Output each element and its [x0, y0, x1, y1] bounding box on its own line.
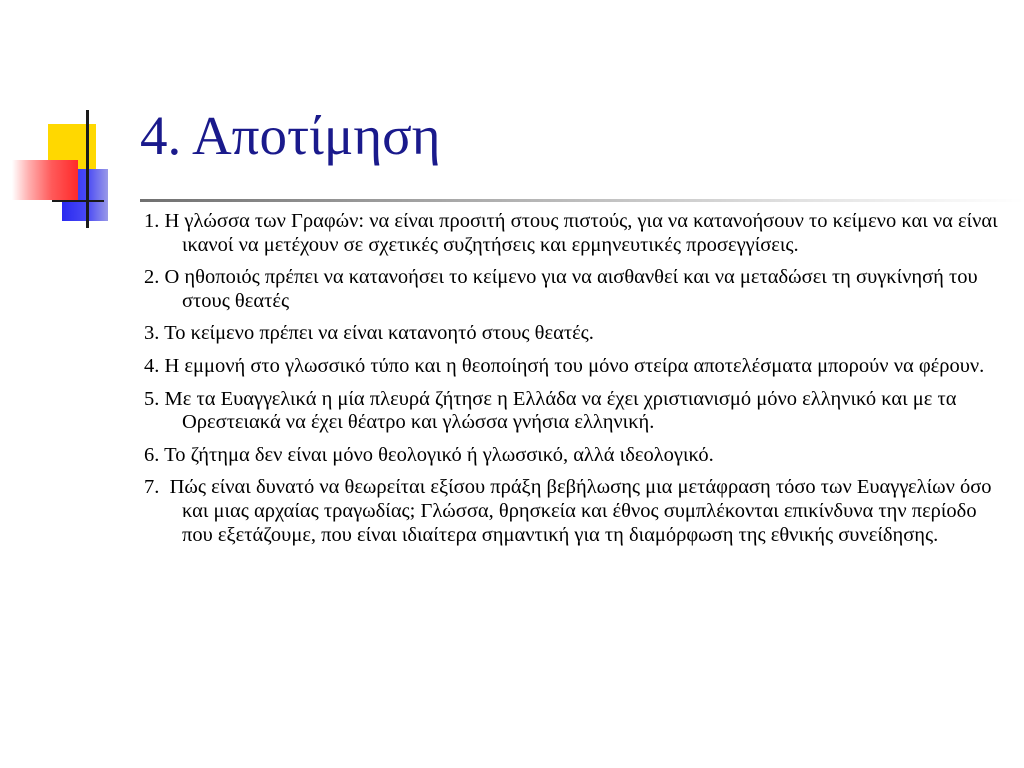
decorative-horizontal-line [52, 200, 104, 202]
decorative-vertical-line [86, 110, 89, 228]
title-underline-rule [140, 199, 1024, 202]
list-item: 7. Πώς είναι δυνατό να θεωρείται εξίσου πράξη βεβήλωσης μια μετάφραση τόσο των Ευαγγελίων όσο και μιας αρχαίας τραγωδίας; Γλώσσα, θρησκεία και έθνος συμπλέκονται επικίνδυνα την περίοδο που εξετάζουμε, που είναι ιδιαίτερα σημαντική για τη διαμόρφωση της εθνικής συνείδησης. [144, 476, 997, 546]
decorative-red-gradient-bar [12, 160, 78, 200]
slide-title: 4. Αποτίμηση [140, 105, 441, 166]
list-item: 1. Η γλώσσα των Γραφών: να είναι προσιτή στους πιστούς, για να κατανοήσουν το κείμενο και να είναι ικανοί να μετέχουν σε σχετικές συζητήσεις και ερμηνευτικές προσεγγίσεις. [144, 210, 1003, 256]
list-item: 3. Το κείμενο πρέπει να είναι κατανοητό στους θεατές. [144, 322, 594, 345]
slide-content-list [144, 210, 1003, 556]
list-item: 2. Ο ηθοποιός πρέπει να κατανοήσει το κείμενο για να αισθανθεί και να μεταδώσει τη συγκίνησή του στους θεατές [144, 266, 983, 312]
list-item: 4. Η εμμονή στο γλωσσικό τύπο και η θεοποίησή του μόνο στείρα αποτελέσματα μπορούν να φέρουν. [144, 354, 985, 377]
list-item: 6. Το ζήτημα δεν είναι μόνο θεολογικό ή γλωσσικό, αλλά ιδεολογικό. [144, 443, 714, 466]
list-item: 5. Με τα Ευαγγελικά η μία πλευρά ζήτησε η Ελλάδα να έχει χριστιανισμό μόνο ελληνικό και με τα Ορεστειακά να έχει θέατρο και γλώσσα γνήσια ελληνική. [144, 387, 962, 434]
